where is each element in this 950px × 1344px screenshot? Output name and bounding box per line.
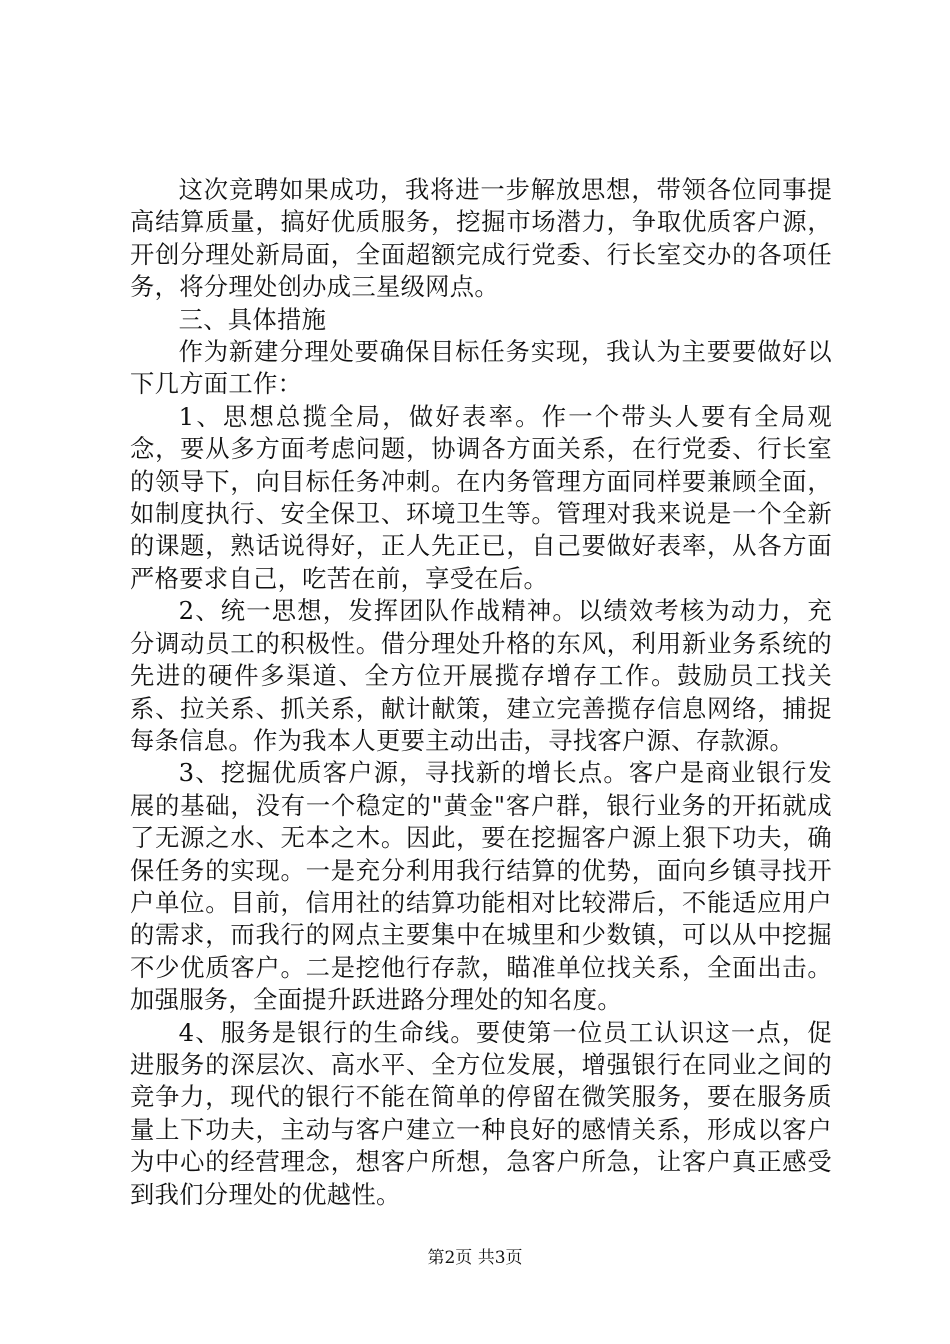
paragraph-measure-3: 3、挖掘优质客户源，寻找新的增长点。客户是商业银行发展的基础，没有一个稳定的"黄金"客户群，银行业务的开拓就成了无源之水、无本之木。因此，要在挖掘客户源上狠下功夫，确保任务的实现。一是充分利用我行结算的优势，面向乡镇寻找开户单位。目前，信用社的结算功能相对比较滞后，不能适应用户的需求，而我行的网点主要集中在城里和少数镇，可以从中挖掘不少优质客户。二是挖他行存款，瞄准单位找关系，全面出击。加强服务，全面提升跃进路分理处的知名度。 xyxy=(130,758,832,1015)
paragraph-measure-1: 1、思想总揽全局，做好表率。作一个带头人要有全局观念，要从多方面考虑问题，协调各方面关系，在行党委、行长室的领导下，向目标任务冲刺。在内务管理方面同样要兼顾全面，如制度执行、安全保卫、环境卫生等。管理对我来说是一个全新的课题，熟话说得好，正人先正已，自己要做好表率，从各方面严格要求自己，吃苦在前，享受在后。 xyxy=(130,401,832,593)
paragraph-measure-2: 2、统一思想，发挥团队作战精神。以绩效考核为动力，充分调动员工的积极性。借分理处升格的东风，利用新业务系统的先进的硬件多渠道、全方位开展揽存增存工作。鼓励员工找关系、拉关系、抓关系，献计献策，建立完善揽存信息网络，捕捉每条信息。作为我本人更要主动出击，寻找客户源、存款源。 xyxy=(130,596,832,755)
section-heading-measures: 三、具体措施 xyxy=(178,304,327,334)
paragraph-competition-goal: 这次竞聘如果成功，我将进一步解放思想，带领各位同事提高结算质量，搞好优质服务，挖掘市场潜力，争取优质客户源，开创分理处新局面，全面超额完成行党委、行长室交办的各项任务，将分理处创办成三星级网点。 xyxy=(130,175,832,302)
paragraph-intro-measures: 作为新建分理处要确保目标任务实现，我认为主要要做好以下几方面工作： xyxy=(130,337,832,399)
paragraph-measure-4: 4、服务是银行的生命线。要使第一位员工认识这一点，促进服务的深层次、高水平、全方位发展，增强银行在同业之间的竞争力，现代的银行不能在简单的停留在微笑服务，要在服务质量上下功夫，主动与客户建立一种良好的感情关系，形成以客户为中心的经营理念，想客户所想，急客户所急，让客户真正感受到我们分理处的优越性。 xyxy=(130,1017,832,1209)
page-number-footer: 第2页 共3页 xyxy=(427,1248,523,1268)
document-body xyxy=(130,174,832,1211)
